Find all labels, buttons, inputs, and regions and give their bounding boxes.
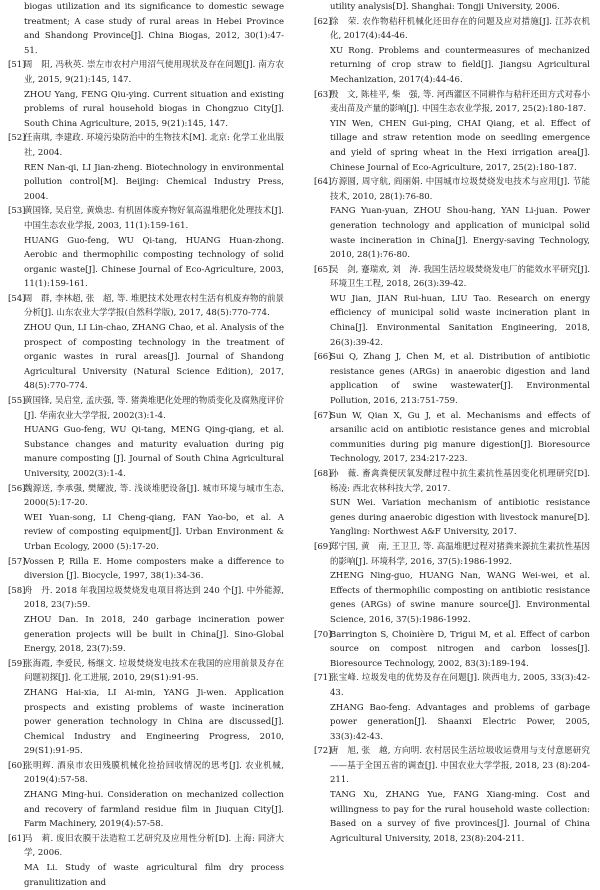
reference-item <box>8 482 284 555</box>
left-column <box>8 0 284 890</box>
reference-text: 黄国锋, 吴启堂, 孟庆强, 等. 猪粪堆肥化处理的物质变化及腐熟度评价[J]. 华南农业大学学报, 2002(3):1-4. <box>24 396 284 421</box>
reference-text: 张宝峰. 垃圾发电的优势及存在问题[J]. 陕西电力, 2005, 33(3):42-43. <box>330 673 590 698</box>
reference-text: 吴 剑, 蹇瑞欢, 刘 涛. 我国生活垃圾焚烧发电厂的能效水平研究[J]. 环境卫生工程, 2018, 26(3):39-42. <box>330 264 590 290</box>
reference-number: [61] <box>8 833 26 844</box>
reference-text: 殷 文, 陈桂平, 柴 强, 等. 河西灌区不同耕作与秸秆还田方式对春小麦出苗及产量的影响[J]. 中国生态农业学报, 2017, 25(2):180-187. <box>330 89 590 115</box>
reference-translation: HUANG Guo-feng, WU Qi-tang, HUANG Huan-zhong. Aerobic and thermophilic composting technology of solid organic waste[J]. Chinese Journal of Eco-Agriculture, 2003, 11(1):159-161. <box>24 235 284 290</box>
reference-translation: ZHOU Qun, LI Lin-chao, ZHANG Chao, et al. Analysis of the prospect of composting technology in the treatment of organic wastes in rural areas[J]. Journal of Shandong Agricultural University (Natural Science Edition), 2017, 48(5):770-774. <box>24 323 284 392</box>
reference-text: 徐 荣. 农作物秸秆机械化还田存在的问题及应对措施[J]. 江苏农机化, 2017(4):44-46. <box>330 16 590 42</box>
reference-translation: ZHANG Ming-hui. Consideration on mechanized collection and recovery of farmland residue film in Jiuquan City[J]. Farm Machinery, 2019(4):57-58. <box>24 790 284 830</box>
reference-translation: SUN Wei. Variation mechanism of antibiotic resistance genes during anaerobic digestion with livestock manure[D]. Yangling: Northwest A&F University, 2017. <box>330 498 590 538</box>
reference-number: [71] <box>314 673 332 684</box>
reference-number: [52] <box>8 133 26 144</box>
reference-number: [66] <box>314 352 332 363</box>
reference-translation: REN Nan-qi, LI Jian-zheng. Biotechnology in environmental pollution control[M]. Beijing: Chemical Industry Press, 2004. <box>24 162 284 202</box>
reference-number: [59] <box>8 658 26 669</box>
reference-item <box>8 759 284 832</box>
reference-continuation: biogas utilization and its significance to domestic sewage treatment; A case study of rural areas in Hebei Province and Shandong Province[J]. China Biogas, 2012, 30(1):47-51. <box>24 2 284 56</box>
reference-item <box>314 628 590 672</box>
reference-list-right <box>314 15 590 847</box>
reference-text: 任南琪, 李建政. 环境污染防治中的生物技术[M]. 北京: 化学工业出版社, 2004. <box>24 133 284 158</box>
reference-text: 黄国锋, 吴启堂, 黄焕忠. 有机固体废弃物好氧高温堆肥化处理技术[J]. 中国生态农业学报, 2003, 11(1):159-161. <box>24 206 284 231</box>
reference-item <box>8 657 284 759</box>
reference-translation: ZHOU Dan. In 2018, 240 garbage incineration power generation projects will be built in China[J]. Sino-Global Energy, 2018, 23(7):59. <box>24 614 284 655</box>
reference-item <box>314 175 590 263</box>
reference-number: [70] <box>314 629 332 640</box>
reference-item <box>314 15 590 88</box>
right-column <box>314 0 590 846</box>
reference-item <box>314 671 590 744</box>
reference-item <box>8 832 284 890</box>
reference-number: [65] <box>314 264 332 275</box>
reference-translation: TANG Xu, ZHANG Yue, FANG Xiang-ming. Cost and willingness to pay for the rural household waste collection: Based on a survey of five provinces[J]. Journal of China Agricultural University, 2018, 23(8):204-211. <box>330 790 590 844</box>
reference-number: [72] <box>314 746 332 757</box>
reference-text: 方源圆, 周守航, 阎丽娟. 中国城市垃圾焚烧发电技术与应用[J]. 节能技术, 2010, 28(1):76-80. <box>330 177 590 202</box>
reference-text: Sun W, Qian X, Gu J, et al. Mechanisms and effects of arsanilic acid on antibiotic resistance genes and microbial communities during pig manure digestion[J]. Bioresource Technology, 2017, 234:217-223. <box>330 410 590 465</box>
reference-translation: HUANG Guo-feng, WU Qi-tang, MENG Qing-qiang, et al. Substance changes and maturity evaluation during pig manure composting [J]. Journal of South China Agricultural University, 2002(3):1-4. <box>24 425 284 479</box>
reference-text: Barrington S, Choinière D, Trigui M, et al. Effect of carbon source on compost nitrogen and carbon losses[J]. Bioresource Technology, 2002, 83(3):189-194. <box>330 629 590 669</box>
reference-item <box>8 204 284 292</box>
reference-translation: ZHOU Yang, FENG Qiu-ying. Current situation and existing problems of rural household biogas in Chongzuo City[J]. South China Agriculture, 2015, 9(21):145, 147. <box>24 89 284 129</box>
reference-item <box>8 394 284 482</box>
reference-item <box>314 409 590 467</box>
reference-item <box>314 540 590 628</box>
reference-list-left <box>8 58 284 890</box>
reference-item <box>314 467 590 540</box>
reference-number: [51] <box>8 60 26 71</box>
reference-number: [69] <box>314 541 332 552</box>
reference-translation: ZHENG Ning-guo, HUANG Nan, WANG Wei-wei, et al. Effects of thermophilic composting on antibiotic resistance genes (ARGs) of swine manure source[J]. Environmental Science, 2016, 37(5):1986-1992. <box>330 571 590 625</box>
reference-number: [58] <box>8 585 26 596</box>
reference-number: [67] <box>314 410 332 421</box>
reference-text: 郑宁国, 黄 南, 王卫卫, 等. 高温堆肥过程对猪粪来源抗生素抗性基因的影响[J]. 环境科学, 2016, 37(5):1986-1992. <box>330 541 590 567</box>
reference-item <box>8 58 284 131</box>
reference-number: [68] <box>314 469 332 479</box>
reference-translation: ZHANG Bao-feng. Advantages and problems of garbage power generation[J]. Shaanxi Electric Power, 2005, 33(3):42-43. <box>330 702 590 742</box>
reference-item <box>8 292 284 394</box>
reference-translation: WEI Yuan-song, LI Cheng-qiang, FAN Yao-bo, et al. A review of composting equipment[J]. Urban Environment & Urban Ecology, 2000 (5):17-20. <box>24 512 284 552</box>
reference-text: 孙 薇. 畜禽粪便厌氧发酵过程中抗生素抗性基因变化机理研究[D]. 杨凌: 西北农林科技大学, 2017. <box>330 469 590 494</box>
reference-item <box>8 584 284 657</box>
reference-text: 张海霞, 李爱民, 杨继文. 垃圾焚烧发电技术在我国的应用前景及存在问题初探[J]. 化工进展, 2010, 29(S1):91-95. <box>24 658 284 684</box>
reference-number: [64] <box>314 177 332 188</box>
reference-text: 周 群, 李林超, 张 超, 等. 堆肥技术处理农村生活有机废弃物的前景分析[J]. 山东农业大学学报(自然科学版), 2017, 48(5):770-774. <box>24 293 284 319</box>
reference-text: Vossen P, Rilla E. Home composters make a difference to diversion [J]. Biocycle, 1997, 38(1):34-36. <box>24 556 284 582</box>
reference-translation: XU Rong. Problems and countermeasures of mechanized returning of crop straw to field[J]. Jiangsu Agricultural Mechanization, 2017(4):44-46. <box>330 45 590 85</box>
reference-item <box>8 555 284 584</box>
reference-number: [54] <box>8 293 26 304</box>
reference-text: Sui Q, Zhang J, Chen M, et al. Distribution of antibiotic resistance genes (ARGs) in anaerobic digestion and land application of swine wastewater[J]. Environmental Pollution, 2016, 213:751-759. <box>330 352 590 407</box>
reference-translation: MA Li. Study of waste agricultural film dry process granulitization and <box>24 863 284 888</box>
reference-number: [56] <box>8 483 26 494</box>
reference-item <box>8 131 284 204</box>
reference-text: 魏源送, 李承强, 樊耀波, 等. 浅谈堆肥设备[J]. 城市环境与城市生态, 2000(5):17-20. <box>24 483 284 509</box>
reference-text: 舟 丹. 2018 年我国垃圾焚烧发电项目将达到 240 个[J]. 中外能源, 2018, 23(7):59. <box>24 585 284 611</box>
reference-number: [55] <box>8 396 26 407</box>
reference-item <box>314 88 590 176</box>
reference-translation: FANG Yuan-yuan, ZHOU Shou-hang, YAN Li-juan. Power generation technology and application of municipal solid waste incineration in China[J]. Energy-saving Technology, 2010, 28(1):76-80. <box>330 206 590 261</box>
reference-number: [63] <box>314 89 332 100</box>
reference-translation: ZHANG Hai-xia, LI Ai-min, YANG Ji-wen. Application prospects and existing problems of waste incineration power generation technology in China are discussed[J]. Chemical Industry and Engineering Progress, 2010, 29(S1):91-95. <box>24 687 284 757</box>
reference-number: [57] <box>8 556 26 567</box>
reference-item <box>314 350 590 408</box>
reference-item <box>314 744 590 846</box>
reference-number: [62] <box>314 16 332 27</box>
reference-text: 唐 旭, 张 越, 方向明. 农村居民生活垃圾收运费用与支付意愿研究——基于全国五省的调查[J]. 中国农业大学学报, 2018, 23 (8):204-211. <box>330 746 590 786</box>
reference-item <box>314 263 590 351</box>
reference-number: [60] <box>8 760 26 771</box>
reference-continuation: utility analysis[D]. Shanghai: Tongji University, 2006. <box>330 2 560 12</box>
reference-number: [53] <box>8 206 26 217</box>
reference-text: 张明辉. 酒泉市农田残膜机械化捡拾回收情况的思考[J]. 农业机械, 2019(4):57-58. <box>24 760 284 786</box>
reference-text: 周 阳, 冯秋英. 崇左市农村户用沼气使用现状及存在问题[J]. 南方农业, 2015, 9(21):145, 147. <box>24 60 284 85</box>
reference-translation: WU Jian, JIAN Rui-huan, LIU Tao. Research on energy efficiency of municipal solid waste incineration plant in China[J]. Environmental Sanitation Engineering, 2018, 26(3):39-42. <box>330 293 590 348</box>
reference-text: 马 莉. 废旧农膜干法造粒工艺研究及应用性分析[D]. 上海: 同济大学, 2006. <box>24 833 284 859</box>
reference-translation: YIN Wen, CHEN Gui-ping, CHAI Qiang, et al. Effect of tillage and straw retention mode on seedling emergence and yield of spring wheat in the Hexi irrigation area[J]. Chinese Journal of Eco-Agriculture, 2017, 25(2):180-187. <box>330 118 590 173</box>
